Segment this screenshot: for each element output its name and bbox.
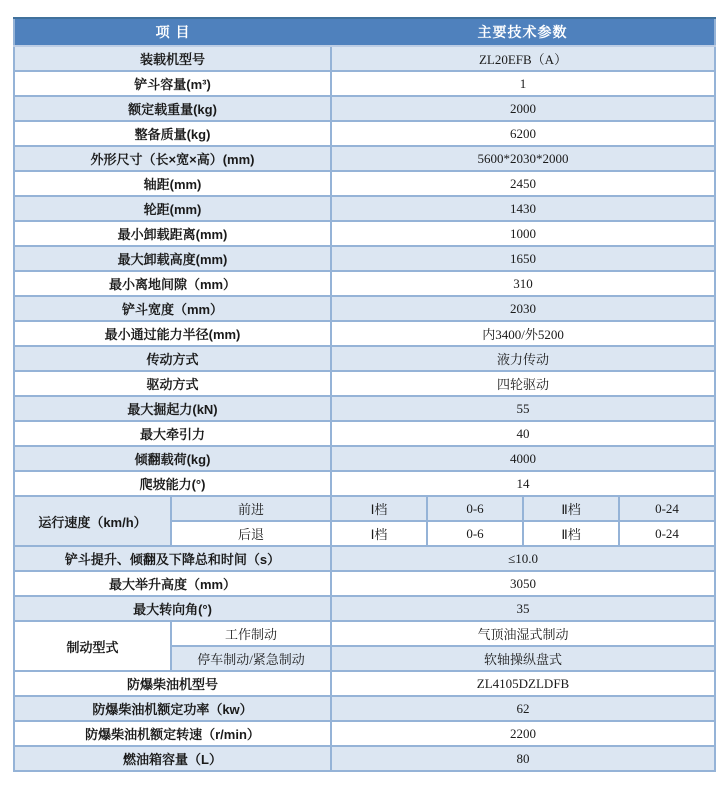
table-row [14, 471, 715, 496]
spec-value: 内3400/外5200 [331, 321, 715, 346]
table-row [14, 321, 715, 346]
table-row [14, 221, 715, 246]
spec-value: ZL20EFB（A） [331, 46, 715, 71]
spec-label: 最大掘起力(kN) [14, 396, 331, 421]
spec-label: 铲斗提升、倾翻及下降总和时间（s） [14, 546, 331, 571]
table-row [14, 446, 715, 471]
spec-label: 防爆柴油机额定转速（r/min） [14, 721, 331, 746]
table-row [14, 721, 715, 746]
table-row [14, 46, 715, 71]
speed-section-label: 运行速度（km/h） [14, 496, 171, 546]
speed-gear: Ⅱ档 [523, 521, 619, 546]
table-row [14, 171, 715, 196]
speed-range: 0-24 [619, 521, 715, 546]
spec-value: 1430 [331, 196, 715, 221]
table-row [14, 346, 715, 371]
spec-label: 防爆柴油机额定功率（kw） [14, 696, 331, 721]
spec-label: 防爆柴油机型号 [14, 671, 331, 696]
spec-value: 5600*2030*2000 [331, 146, 715, 171]
spec-value: 80 [331, 746, 715, 771]
spec-label: 传动方式 [14, 346, 331, 371]
spec-value: 14 [331, 471, 715, 496]
table-row [14, 71, 715, 96]
table-row [14, 196, 715, 221]
spec-value: 2200 [331, 721, 715, 746]
spec-label: 驱动方式 [14, 371, 331, 396]
speed-range: 0-24 [619, 496, 715, 521]
table-row [14, 296, 715, 321]
table-header [14, 18, 715, 46]
table-row [14, 121, 715, 146]
spec-label: 倾翻载荷(kg) [14, 446, 331, 471]
table-row [14, 396, 715, 421]
spec-value: 35 [331, 596, 715, 621]
brake-row-service [14, 621, 715, 646]
spec-value: 1650 [331, 246, 715, 271]
spec-table [13, 17, 716, 772]
speed-range: 0-6 [427, 521, 523, 546]
brake-section-label: 制动型式 [14, 621, 171, 671]
spec-label: 轴距(mm) [14, 171, 331, 196]
speed-gear: Ⅰ档 [331, 496, 427, 521]
spec-label: 最大牵引力 [14, 421, 331, 446]
speed-gear: Ⅱ档 [523, 496, 619, 521]
spec-value: 6200 [331, 121, 715, 146]
table-row [14, 146, 715, 171]
table-row [14, 596, 715, 621]
table-row [14, 271, 715, 296]
spec-label: 铲斗容量(m³) [14, 71, 331, 96]
spec-label: 最小卸载距离(mm) [14, 221, 331, 246]
spec-value: 310 [331, 271, 715, 296]
spec-value: 2030 [331, 296, 715, 321]
brake-value: 软轴操纵盘式 [331, 646, 715, 671]
spec-value: 2450 [331, 171, 715, 196]
spec-value: 3050 [331, 571, 715, 596]
brake-type: 工作制动 [171, 621, 331, 646]
spec-value: 四轮驱动 [331, 371, 715, 396]
table-row [14, 246, 715, 271]
table-row [14, 746, 715, 771]
spec-value: ≤10.0 [331, 546, 715, 571]
spec-label: 外形尺寸（长×宽×高）(mm) [14, 146, 331, 171]
spec-label: 最大卸载高度(mm) [14, 246, 331, 271]
spec-value: 62 [331, 696, 715, 721]
spec-label: 爬坡能力(°) [14, 471, 331, 496]
header-cell-item: 项 目 [14, 18, 331, 46]
spec-value: 40 [331, 421, 715, 446]
table-row [14, 671, 715, 696]
spec-label: 整备质量(kg) [14, 121, 331, 146]
spec-label: 燃油箱容量（L） [14, 746, 331, 771]
spec-label: 最小离地间隙（mm） [14, 271, 331, 296]
speed-direction: 前进 [171, 496, 331, 521]
spec-value: 液力传动 [331, 346, 715, 371]
spec-label: 最大举升高度（mm） [14, 571, 331, 596]
table-row [14, 546, 715, 571]
header-row [14, 18, 715, 46]
spec-label: 装载机型号 [14, 46, 331, 71]
spec-label: 额定载重量(kg) [14, 96, 331, 121]
speed-direction: 后退 [171, 521, 331, 546]
speed-row-forward [14, 496, 715, 521]
spec-label: 轮距(mm) [14, 196, 331, 221]
header-cell-params: 主要技术参数 [331, 18, 715, 46]
spec-label: 最大转向角(°) [14, 596, 331, 621]
spec-value: 1000 [331, 221, 715, 246]
spec-label: 铲斗宽度（mm） [14, 296, 331, 321]
spec-label: 最小通过能力半径(mm) [14, 321, 331, 346]
spec-value: ZL4105DZLDFB [331, 671, 715, 696]
table-row [14, 421, 715, 446]
speed-gear: Ⅰ档 [331, 521, 427, 546]
spec-value: 2000 [331, 96, 715, 121]
speed-range: 0-6 [427, 496, 523, 521]
brake-value: 气顶油湿式制动 [331, 621, 715, 646]
brake-type: 停车制动/紧急制动 [171, 646, 331, 671]
spec-value: 1 [331, 71, 715, 96]
spec-value: 55 [331, 396, 715, 421]
table-row [14, 696, 715, 721]
table-row [14, 571, 715, 596]
spec-value: 4000 [331, 446, 715, 471]
table-row [14, 371, 715, 396]
table-row [14, 96, 715, 121]
